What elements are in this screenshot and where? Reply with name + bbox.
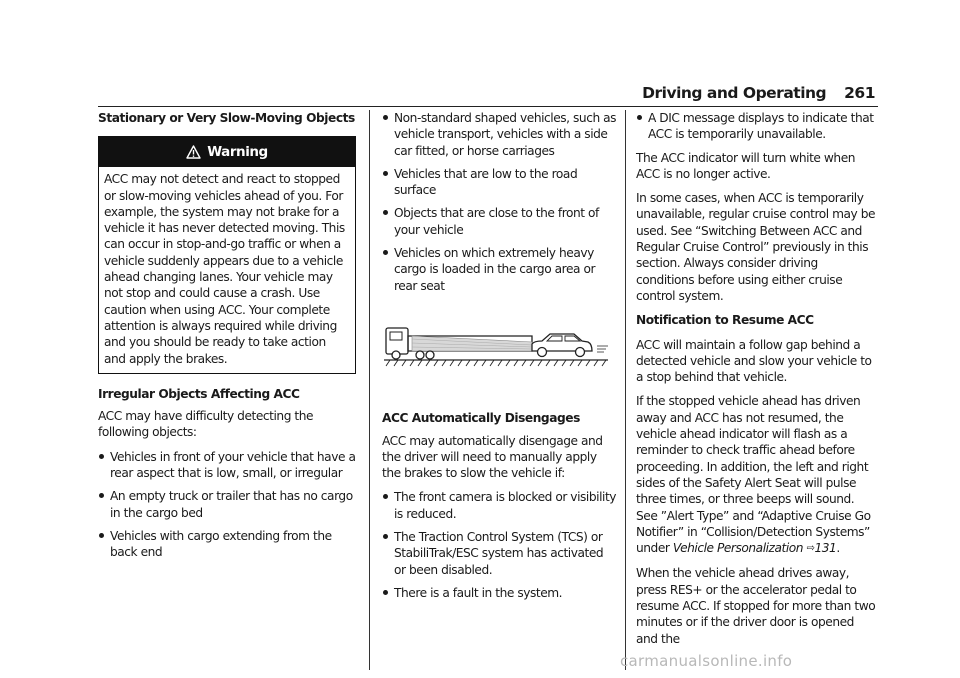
warning-box (98, 136, 356, 374)
list-item: The Traction Control System (TCS) or StabiliTrak/ESC system has activated or been disabled. (382, 529, 618, 578)
paragraph-text: If the stopped vehicle ahead has driven away and ACC has not resumed, the vehicle ahead indicator will flash as a reminder to check traffic ahead before proceeding. In addition, the left and right sides of the Safety Alert Seat will pulse three times, or three beeps will sound. See ”Alert Type” and “Adaptive Cruise Go Notifier” in “Collision/Detection Systems” under (636, 394, 871, 556)
page-header (600, 84, 875, 102)
bullet-list (382, 489, 618, 601)
column-3 (636, 110, 878, 655)
page-reference-number[interactable]: 131 (814, 541, 837, 556)
heading-stationary-objects: Stationary or Very Slow-Moving Objects (98, 111, 355, 125)
column-1 (98, 110, 356, 568)
list-item: There is a fault in the system. (382, 585, 618, 601)
column-divider-1 (369, 110, 370, 670)
heading-irregular-objects: Irregular Objects Affecting ACC (98, 386, 300, 401)
watermark: carmanualsonline.info (620, 652, 793, 670)
column-divider-2 (625, 110, 626, 670)
warning-body: ACC may not detect and react to stopped or slow-moving vehicles ahead of you. For example, the system may not brake for a vehicle it has never detected moving. This can occur in stop-and-go traffic or when a vehicle suddenly appears due to a vehicle ahead changing lanes. Your vehicle may not stop and could cause a crash. Use caution when using ACC. Your complete attention is always required while driving and you should be ready to take action and apply the brakes. (104, 172, 345, 366)
list-item: Non-standard shaped vehicles, such as vehicle transport, vehicles with a side car fitted, or horse carriages (382, 110, 618, 159)
list-item: Vehicles in front of your vehicle that have a rear aspect that is low, small, or irregular (98, 449, 356, 482)
vehicle-transport-diagram (382, 314, 614, 376)
bullet-list (382, 110, 618, 294)
vehicle-personalization-link[interactable]: Vehicle Personalization (672, 541, 804, 556)
bullet-list (98, 449, 356, 561)
heading-notification-resume: Notification to Resume ACC (636, 313, 814, 328)
warning-title: Warning (207, 144, 268, 161)
car-transport-illustration (382, 314, 618, 380)
column-2 (382, 110, 618, 608)
list-item: An empty truck or trailer that has no cargo in the cargo bed (98, 488, 356, 521)
section-title: Driving and Operating (642, 84, 827, 102)
list-item: The front camera is blocked or visibility is reduced. (382, 489, 618, 522)
warning-triangle-icon (186, 145, 201, 159)
paragraph: In some cases, when ACC is temporarily unavailable, regular cruise control may be used. See “Switching Between ACC and Regular Cruise Control” previously in this section. Always consider driving conditions before using either cruise control system. (636, 191, 876, 303)
page-number: 261 (844, 84, 875, 102)
paragraph (636, 393, 878, 557)
paragraph: The ACC indicator will turn white when ACC is no longer active. (636, 150, 856, 181)
header-rule (98, 106, 878, 107)
paragraph: When the vehicle ahead drives away, press RES+ or the accelerator pedal to resume ACC. If stopped for more than two minutes or if the driver door is opened and the (636, 566, 876, 646)
list-item: Vehicles that are low to the road surface (382, 166, 618, 199)
list-item: A DIC message displays to indicate that ACC is temporarily unavailable. (636, 110, 878, 143)
paragraph: ACC will maintain a follow gap behind a detected vehicle and slow your vehicle to a stop behind that vehicle. (636, 337, 872, 385)
warning-header (99, 137, 355, 167)
paragraph-end: . (836, 541, 840, 556)
page-reference-arrow-icon: ⇨ (806, 543, 815, 555)
bullet-list (636, 110, 878, 143)
paragraph: ACC may automatically disengage and the driver will need to manually apply the brakes to slow the vehicle if: (382, 433, 603, 481)
heading-acc-disengages: ACC Automatically Disengages (382, 411, 580, 426)
paragraph: ACC may have difficulty detecting the following objects: (98, 409, 314, 440)
list-item: Vehicles with cargo extending from the back end (98, 528, 356, 561)
list-item: Vehicles on which extremely heavy cargo is loaded in the cargo area or rear seat (382, 245, 618, 294)
list-item: Objects that are close to the front of your vehicle (382, 205, 618, 238)
